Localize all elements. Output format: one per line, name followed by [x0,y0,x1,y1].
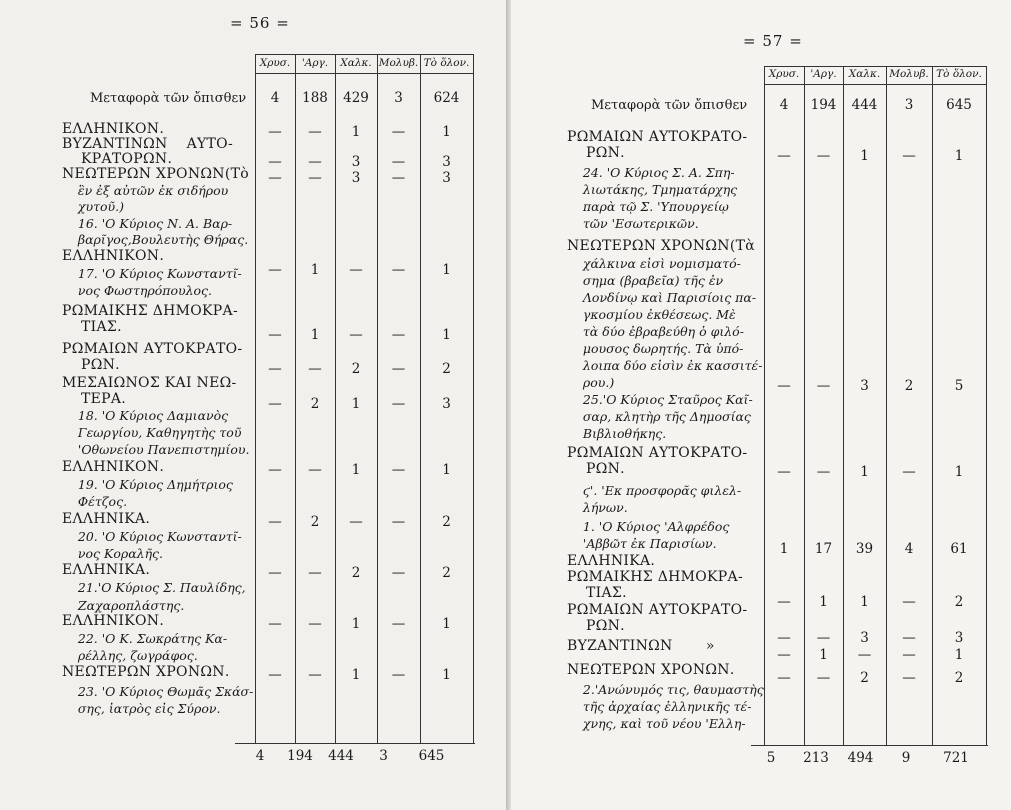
column-rule [986,66,987,746]
total-silver: 194 [287,748,313,764]
cell-gold: — [268,616,282,632]
donor-line: 17. 'Ο Κύριος Κωνσταντῖ- [62,266,242,281]
cell-gold: — [268,667,282,683]
donor-line: Βιβλιοθήκης. [567,426,667,441]
cell-copper: 1 [351,396,361,412]
total-copper: 494 [847,750,874,766]
total-sum: 645 [418,748,445,764]
carry-gold: 4 [270,90,280,106]
cell-copper: 3 [351,170,361,186]
cell-gold: — [268,262,282,278]
donor-line: 19. 'Ο Κύριος Δημήτριος [62,477,233,492]
total-gold: 5 [766,750,776,766]
cell-gold: — [268,565,282,581]
carry-silver: 194 [810,97,837,113]
category-line: ΕΛΛΗΝΙΚΟΝ. [62,248,165,264]
cell-gold: — [777,647,791,663]
carry-total: 645 [946,97,972,113]
cell-copper: 1 [351,124,361,140]
carry-silver: 188 [302,90,328,106]
cell-silver: — [308,361,322,377]
donor-line: τῆς ἀρχαίας ἑλληνικῆς τέ- [567,699,752,714]
cell-total: 2 [954,670,964,686]
category-line: ΡΩΜΑΙΩΝ ΑΥΤΟΚΡΑΤΟ- [567,602,748,618]
cell-gold: — [268,396,282,412]
cell-total: 3 [442,154,451,170]
category-line: ΕΛΛΗΝΙΚΟΝ. [62,459,165,475]
category-line: ΡΩΜΑΙΚΗΣ ΔΗΜΟΚΡΑ- [567,569,743,585]
cell-total: 1 [442,327,451,343]
donor-line: ἓν ἐξ αὐτῶν ἐκ σιδήρου [62,183,229,198]
cell-total: 2 [442,565,451,581]
cell-copper: 39 [855,541,874,557]
donor-line: σης, ἰατρὸς εἰς Σύρον. [62,701,221,716]
cell-lead: — [391,361,406,377]
cell-copper: — [349,327,363,343]
donor-line: χνης, καὶ τοῦ νέου 'Ελλη- [567,716,746,731]
cell-silver: — [308,462,322,478]
page-number: = 56 = [230,14,290,32]
table-top-rule [764,66,986,67]
cell-copper: 1 [860,464,869,480]
cell-total: 1 [954,647,964,663]
category-line: ΒΥΖΑΝΤΙΝΩΝ ΑΥΤΟ- [62,136,233,152]
cell-total: 3 [442,170,451,186]
cell-silver: — [308,616,322,632]
cell-gold: — [777,464,791,480]
category-line: ΝΕΩΤΕΡΩΝ ΧΡΟΝΩΝ(Τὰ [567,238,755,254]
cell-total: 1 [442,616,451,632]
carry-lead: 3 [394,90,403,106]
cell-copper: 1 [860,148,869,164]
category-line: ΤΙΑΣ. [567,585,627,601]
donor-line: 21.'Ο Κύριος Σ. Παυλίδης, [62,580,246,595]
column-header: Χρυσ. [768,68,800,80]
category-line: ΡΩΝ. [567,618,625,634]
donor-line: 1. 'Ο Κύριος 'Αλφρέδος [567,519,730,534]
total-sum: 721 [943,750,969,766]
cell-lead: — [902,464,916,480]
cell-gold: — [777,378,791,394]
cell-total: 61 [950,541,968,557]
cell-copper: — [857,647,872,663]
cell-lead: — [391,462,406,478]
category-line: ΝΕΩΤΕΡΩΝ ΧΡΟΝΩΝ. [567,662,735,678]
cell-silver: 2 [310,396,320,412]
carry-gold: 4 [779,97,789,113]
page-number: = 57 = [743,32,803,50]
cell-silver: — [308,667,322,683]
cell-total: 5 [954,378,964,394]
cell-lead: — [902,594,916,610]
cell-lead: — [391,327,406,343]
cell-silver: — [816,148,831,164]
carry-label: Μεταφορὰ τῶν ὄπισθεν [90,91,247,106]
cell-total: 2 [954,594,964,610]
category-line: ΝΕΩΤΕΡΩΝ ΧΡΟΝΩΝ. [62,664,230,680]
cell-total: 1 [442,667,451,683]
donor-line: Λονδίνῳ καὶ Παρισίοις πα- [567,290,757,305]
right-page [511,0,1011,810]
column-header: Χαλκ. [848,68,881,80]
category-line: ΕΛΛΗΝΙΚΑ. [62,562,151,578]
cell-lead: — [391,124,406,140]
column-header: Τὸ ὅλον. [936,68,982,80]
cell-silver: — [816,630,831,646]
cell-silver: — [816,464,831,480]
donor-line: Φέτζος. [62,494,128,509]
total-lead: 9 [901,750,911,766]
donor-line: μουσος δωρητής. Τὰ ὑπό- [567,341,744,356]
carry-total: 624 [433,90,460,106]
cell-total: 3 [442,396,451,412]
total-lead: 3 [379,748,388,764]
cell-gold: — [777,594,791,610]
cell-silver: 2 [310,514,320,530]
column-header: Τὸ ὅλον. [423,57,470,69]
donor-line: ϛ'. 'Εκ προσφορᾶς φιλελ- [567,483,742,498]
donor-line: σημα (βραβεῖα) τῆς ἐν [567,273,724,288]
category-line: ΡΩΜΑΙΚΗΣ ΔΗΜΟΚΡΑ- [62,303,238,319]
donor-line: νος Κοραλῆς. [62,546,164,561]
cell-copper: 1 [860,594,869,610]
cell-copper: — [349,514,363,530]
cell-lead: 2 [904,378,914,394]
cell-lead: — [902,630,916,646]
donor-line: νος Φωστηρόπουλος. [62,283,213,298]
cell-total: 2 [442,361,451,377]
cell-gold: — [268,154,282,170]
cell-copper: 2 [860,670,869,686]
category-line: ΤΕΡΑ. [62,391,127,407]
cell-lead: — [391,396,406,412]
category-line: ΕΛΛΗΝΙΚΟΝ. [62,121,165,137]
cell-total: 1 [442,262,451,278]
donor-line: 25.'Ο Κύριος Σταῦρος Καῖ- [567,392,753,407]
donor-line: Γεωργίου, Καθηγητὴς τοῦ [62,425,242,440]
header-bottom-rule [764,84,986,85]
total-silver: 213 [803,750,829,766]
donor-line: 18. 'Ο Κύριος Δαμιανὸς [62,408,229,423]
cell-silver: 1 [819,594,828,610]
cell-silver: 17 [814,541,833,557]
cell-lead: 4 [904,541,914,557]
donor-line: Ζαχαροπλάστης. [62,598,185,613]
cell-total: 1 [442,462,451,478]
cell-lead: — [391,667,406,683]
donor-line: σαρ, κλητὴρ τῆς Δημοσίας [567,409,751,424]
category-line: ΒΥΖΑΝΤΙΝΩΝ » [567,638,715,654]
category-line: ΝΕΩΤΕΡΩΝ ΧΡΟΝΩΝ(Τὸ [62,166,249,182]
cell-lead: — [391,154,406,170]
category-line: ΡΩΝ. [567,145,625,161]
cell-silver: — [308,154,322,170]
donor-line: λήνων. [567,500,628,515]
cell-copper: 3 [860,378,869,394]
category-line: ΜΕΣΑΙΩΝΟΣ ΚΑΙ ΝΕΩ- [62,375,237,391]
donor-line: λοιπα δύο εἰσὶν ἐκ κασσιτέ- [567,358,763,373]
column-header: 'Αργ. [301,57,329,69]
totals-rule [751,745,988,746]
cell-lead: — [391,170,406,186]
cell-total: 1 [442,124,451,140]
cell-lead: — [391,514,406,530]
donor-line: ρέλλης, ζωγράφος. [62,648,198,663]
cell-gold: — [268,124,282,140]
donor-line: βαρῖγος,Βουλευτὴς Θήρας. [62,232,249,247]
carry-copper: 429 [343,90,369,106]
donor-line: 16. 'Ο Κύριος Ν. Α. Βαρ- [62,216,233,231]
cell-gold: — [777,630,791,646]
column-header: Μολυβ. [889,68,929,80]
cell-total: 2 [442,514,451,530]
cell-copper: 2 [351,361,361,377]
donor-line: χάλκινα εἰσὶ νομισματό- [567,256,741,271]
cell-gold: 1 [779,541,789,557]
column-rule [473,54,474,744]
cell-lead: — [391,262,406,278]
donor-line: 24. 'Ο Κύριος Σ. Α. Σπη- [567,165,735,180]
table-top-rule [255,54,473,55]
donor-line: 22. 'Ο Κ. Σωκράτης Κα- [62,631,228,646]
cell-lead: — [391,616,406,632]
category-line: ΕΛΛΗΝΙΚΑ. [62,511,151,527]
category-line: ΡΩΝ. [62,357,120,373]
cell-copper: 1 [351,462,361,478]
category-line: ΕΛΛΗΝΙΚΑ. [567,553,656,569]
donor-line: χυτοῦ.) [62,199,124,214]
donor-line: τῶν 'Εσωτερικῶν. [567,216,699,231]
column-header: Μολυβ. [378,57,419,69]
cell-lead: — [391,565,406,581]
cell-silver: 1 [819,647,828,663]
cell-gold: — [777,148,791,164]
donor-line: 'Οθωνείου Πανεπιστημίου. [62,442,250,457]
column-header: 'Αργ. [810,68,837,80]
cell-silver: — [308,565,322,581]
cell-copper: — [349,262,363,278]
cell-copper: 1 [351,616,361,632]
cell-gold: — [268,514,282,530]
donor-line: γκοσμίου ἐκθέσεως. Μὲ [567,307,736,322]
column-header: Χαλκ. [340,57,372,69]
cell-gold: — [268,327,282,343]
cell-silver: 1 [310,327,320,343]
cell-total: 3 [954,630,964,646]
category-line: ΡΩΝ. [567,461,625,477]
category-line: ΡΩΜΑΙΩΝ ΑΥΤΟΚΡΑΤΟ- [567,129,748,145]
total-copper: 444 [328,748,354,764]
header-bottom-rule [255,73,473,74]
cell-gold: — [268,462,282,478]
category-line: ΡΩΜΑΙΩΝ ΑΥΤΟΚΡΑΤΟ- [62,341,243,357]
donor-line: 'Αββῶτ ἐκ Παρισίων. [567,536,717,551]
total-gold: 4 [255,748,265,764]
cell-gold: — [268,361,282,377]
carry-copper: 444 [851,97,878,113]
donor-line: λιωτάκης, Τμηματάρχης [567,182,738,197]
cell-copper: 1 [351,667,361,683]
cell-silver: 1 [310,262,320,278]
cell-total: 1 [954,464,964,480]
cell-lead: — [902,670,916,686]
category-line: ΕΛΛΗΝΙΚΟΝ. [62,613,165,629]
carry-lead: 3 [904,97,914,113]
cell-lead: — [902,647,916,663]
cell-silver: — [816,670,831,686]
cell-silver: — [308,170,322,186]
category-line: ΡΩΜΑΙΩΝ ΑΥΤΟΚΡΑΤΟ- [567,445,748,461]
totals-rule [235,743,475,744]
donor-line: 2.'Ανώνυμός τις, θαυμαστὴς [567,682,764,697]
cell-gold: — [268,170,282,186]
cell-total: 1 [954,148,964,164]
cell-silver: — [308,124,322,140]
cell-silver: — [816,378,831,394]
category-line: ΤΙΑΣ. [62,319,122,335]
cell-copper: 3 [351,154,361,170]
donor-line: ρου.) [567,375,615,390]
cell-lead: — [902,148,916,164]
category-line: ΚΡΑΤΟΡΩΝ. [62,151,173,167]
donor-line: 20. 'Ο Κύριος Κωνσταντῖ- [62,529,242,544]
carry-label: Μεταφορὰ τῶν ὄπισθεν [591,98,748,113]
cell-gold: — [777,670,791,686]
donor-line: τὰ δύο ἐβραβεύθη ὁ φιλό- [567,324,744,339]
donor-line: παρὰ τῷ Σ. 'Υπουργείῳ [567,199,729,214]
cell-copper: 3 [860,630,869,646]
cell-copper: 2 [351,565,361,581]
column-header: Χρυσ. [259,57,291,69]
donor-line: 23. 'Ο Κύριος Θωμᾶς Σκάσ- [62,684,254,699]
